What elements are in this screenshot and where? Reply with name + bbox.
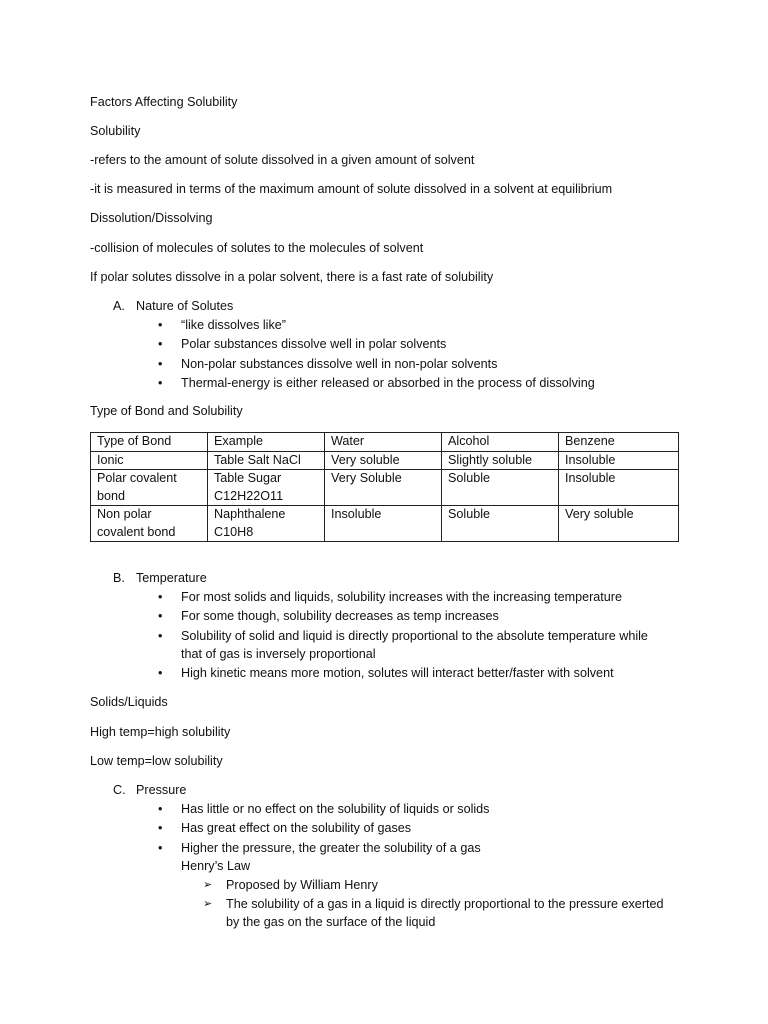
table-header-cell: Example (208, 433, 325, 452)
bullet-icon: • (158, 337, 163, 351)
table-cell: Very soluble (559, 506, 679, 542)
section-b-bullet: Solubility of solid and liquid is directly proportional to the absolute temperature while (181, 629, 648, 643)
solubility-definition-1: -refers to the amount of solute dissolved in a given amount of solvent (90, 153, 475, 167)
section-b-bullet-continuation: that of gas is inversely proportional (181, 647, 376, 661)
high-temp-note: High temp=high solubility (90, 725, 231, 739)
section-c-bullet: Has little or no effect on the solubility of liquids or solids (181, 802, 490, 816)
section-b-bullet: High kinetic means more motion, solutes will interact better/faster with solvent (181, 666, 614, 680)
table-row (91, 451, 679, 470)
table-cell: Naphthalene C10H8 (208, 506, 325, 542)
polar-note: If polar solutes dissolve in a polar solvent, there is a fast rate of solubility (90, 270, 494, 284)
table-header-row (91, 433, 679, 452)
section-a-bullet: Thermal-energy is either released or absorbed in the process of dissolving (181, 376, 595, 390)
henrys-law-heading: Henry’s Law (181, 859, 251, 873)
table-cell: Table Salt NaCl (208, 451, 325, 470)
section-b-title: Temperature (136, 571, 207, 585)
solubility-heading: Solubility (90, 124, 141, 138)
section-b-bullet: For most solids and liquids, solubility increases with the increasing temperature (181, 590, 622, 604)
bullet-icon: • (158, 666, 163, 680)
bullet-icon: • (158, 821, 163, 835)
bullet-icon: • (158, 802, 163, 816)
section-a-title: Nature of Solutes (136, 299, 234, 313)
section-c-bullet: Has great effect on the solubility of gases (181, 821, 412, 835)
bullet-icon: • (158, 841, 163, 855)
table-row (91, 506, 679, 542)
table-cell: Very Soluble (325, 470, 442, 506)
table-header-cell: Type of Bond (91, 433, 208, 452)
table-cell: Ionic (91, 451, 208, 470)
low-temp-note: Low temp=low solubility (90, 754, 223, 768)
table-cell: Insoluble (559, 470, 679, 506)
section-c-letter: C. (113, 783, 126, 797)
arrow-bullet-icon: ➢ (203, 898, 213, 910)
section-b-letter: B. (113, 571, 125, 585)
table-caption: Type of Bond and Solubility (90, 404, 243, 418)
section-c-bullet: Higher the pressure, the greater the solubility of a gas (181, 841, 481, 855)
henrys-law-point: The solubility of a gas in a liquid is directly proportional to the pressure exerted by the gas on the surface of the liquid (226, 897, 664, 929)
table-header-cell: Water (325, 433, 442, 452)
henrys-law-point: Proposed by William Henry (226, 878, 378, 892)
bullet-icon: • (158, 609, 163, 623)
table-cell: Insoluble (325, 506, 442, 542)
bullet-icon: • (158, 590, 163, 604)
section-b-bullet: For some though, solubility decreases as temp increases (181, 609, 499, 623)
table-header-cell: Alcohol (442, 433, 559, 452)
solids-liquids-heading: Solids/Liquids (90, 695, 168, 709)
table-cell: Slightly soluble (442, 451, 559, 470)
dissolution-heading: Dissolution/Dissolving (90, 211, 213, 225)
table-cell: Soluble (442, 470, 559, 506)
bullet-icon: • (158, 318, 163, 332)
bond-solubility-table (90, 432, 679, 542)
section-a-letter: A. (113, 299, 125, 313)
section-a-bullet: Polar substances dissolve well in polar solvents (181, 337, 447, 351)
dissolution-definition: -collision of molecules of solutes to the molecules of solvent (90, 241, 424, 255)
table-cell: Insoluble (559, 451, 679, 470)
page-title: Factors Affecting Solubility (90, 95, 238, 109)
section-c-title: Pressure (136, 783, 187, 797)
solubility-definition-2: -it is measured in terms of the maximum amount of solute dissolved in a solvent at equilibrium (90, 182, 613, 196)
bullet-icon: • (158, 376, 163, 390)
table-cell: Very soluble (325, 451, 442, 470)
section-a-bullet: “like dissolves like” (181, 318, 286, 332)
arrow-bullet-icon: ➢ (203, 879, 213, 891)
bullet-icon: • (158, 629, 163, 643)
table-header-cell: Benzene (559, 433, 679, 452)
table-cell: Table Sugar C12H22O11 (208, 470, 325, 506)
section-a-bullet: Non-polar substances dissolve well in non-polar solvents (181, 357, 498, 371)
table-cell: Non polar covalent bond (91, 506, 208, 542)
table-cell: Polar covalent bond (91, 470, 208, 506)
table-row (91, 470, 679, 506)
table-cell: Soluble (442, 506, 559, 542)
bullet-icon: • (158, 357, 163, 371)
